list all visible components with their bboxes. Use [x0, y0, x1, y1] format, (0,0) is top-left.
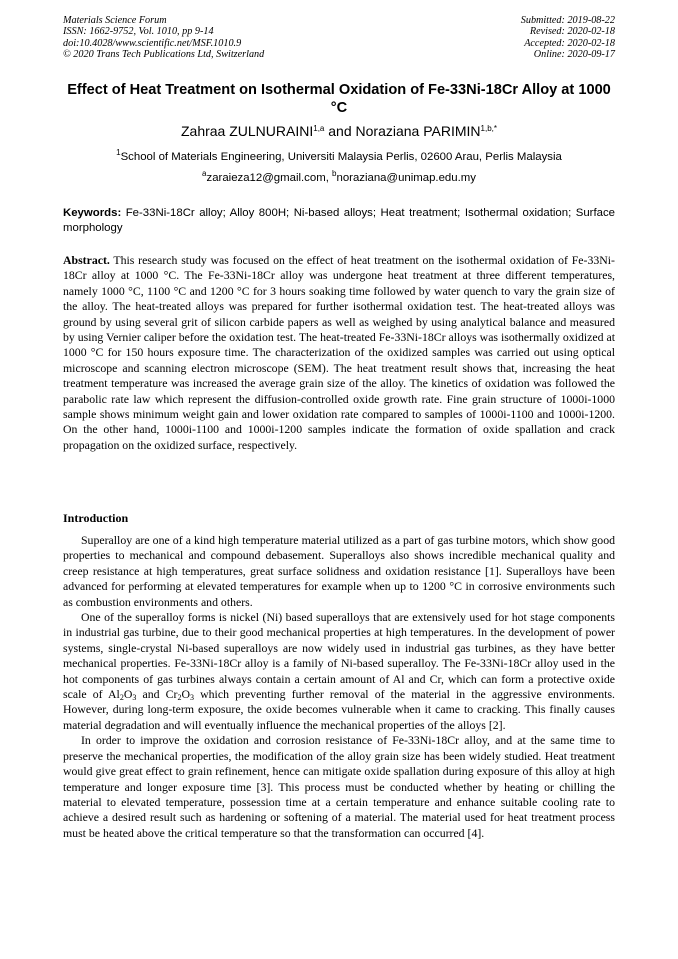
author-list — [63, 122, 615, 140]
date-online: Online: 2020-09-17 — [533, 49, 615, 61]
abstract-label: Abstract. — [63, 253, 110, 267]
author-conjunction: and — [324, 123, 356, 139]
section-heading: Introduction — [63, 511, 129, 525]
keywords — [63, 206, 615, 236]
author-affiliation-mark: 1,b,* — [480, 124, 497, 133]
paper-title: Effect of Heat Treatment on Isothermal Oxidation of Fe-33Ni-18Cr Alloy at 1000 °C — [67, 82, 611, 116]
author-name: Noraziana PARIMIN — [355, 123, 481, 139]
author-emails — [63, 171, 615, 185]
date-accepted: Accepted: 2020-02-18 — [524, 37, 615, 49]
email-link[interactable]: noraziana@unimap.edu.my — [336, 172, 476, 184]
abstract-text: This research study was focused on the effect of heat treatment on the isothermal oxidation of Fe-33Ni-18Cr alloy at 1000 °C. The Fe-33Ni-18Cr alloy was undergone heat treatment at three different temperatures, namely 1000 °C, 1100 °C and 1200 °C for 3 hours soaking time followed by water quench to vary the grain size of the alloy. The heat-treated alloys was prepared for further isothermal oxidation test. The heat-treated alloys was ground by using several grit of silicon carbide papers as well as weighed by using analytical balance and measured by using Vernier caliper before the oxidation test. The heat-treated Fe-33Ni-18Cr alloys was isothermally oxidized at 1000 °C for 150 hours exposure time. The characterization of the oxidized samples was carried out using optical microscope and scanning electron microscope (SEM). The heat treatment result shows that, increasing the heat treatment temperature was increased the average grain size of the alloy. The kinetics of oxidation was followed the parabolic rate law which represent the diffusion-controlled oxide growth rate. Fine grain structure of 1000i-1000 sample shows minimum weight gain and lower oxidation rate compared to samples of 1000i-1100 and 1000i-1200. On the other hand, 1000i-1100 and 1000i-1200 samples indicate the formation of oxide spallation and crack propagation on the oxidized surface, respectively. — [63, 253, 615, 452]
journal-doi: doi:10.4028/www.scientific.net/MSF.1010.9 — [63, 37, 242, 49]
affiliation — [63, 150, 615, 164]
paragraph: In order to improve the oxidation and corrosion resistance of Fe-33Ni-18Cr alloy, and at the same time to preserve the mechanical properties, the modification of the alloy grain size has been widely studied. Heat treatment would give great effect to grain refinement, hence can mitigate oxide spallation during exposure of this alloy at high temperature and longer exposure time [3]. This process must be conducted whether by heating or chilling the material to elevated temperature, possession time at a certain temperature and enhance suitable cooling rate to achieve a desired result such as hardening or softening of a material. The material used for heat treatment process must be heated above the critical temperature so that the transformation can occurred [4]. — [63, 733, 615, 840]
date-revised: Revised: 2020-02-18 — [529, 26, 615, 38]
paragraph: Superalloy are one of a kind high temperature material utilized as a part of gas turbine motors, which show good properties to mechanical and compound debasement. Superalloys also shows incredible mechanical quality and creep resistance at high temperatures, great surface solidness and oxidation resistance [1]. Superalloys have been advanced for performing at elevated temperatures for example when up to 1200 °C in corrosive environments such as combustion environments and others. — [63, 533, 615, 609]
publication-dates — [521, 15, 615, 61]
email-link[interactable]: zaraieza12@gmail.com, — [206, 172, 333, 184]
paragraph: One of the superalloy forms is nickel (Ni) based superalloys that are extensively used for hot stage components in industrial gas turbine, due to their good mechanical properties at high temperatures. In the development of power systems, single-crystal Ni-based superalloys are now widely used in industrial gas turbines, as they have better mechanical properties. Fe-33Ni-18Cr alloy is a family of Ni-based superalloy. The Fe-33Ni-18Cr alloy used in the hot components of gas turbines always contain a certain amount of Al and Cr, which can form a protective oxide scale of $Al_2O_3$ and $Cr_2O_3$ which preventing further removal of the material in the aggressive environments. However, during long-term exposure, the oxide becomes vulnerable when it came to cracking. This finally causes material degradation and will eventually influence the mechanical properties of the alloys [2]. — [63, 610, 615, 732]
journal-info — [63, 15, 264, 61]
introduction-body — [63, 533, 615, 841]
journal-copyright: © 2020 Trans Tech Publications Ltd, Switzerland — [63, 49, 265, 61]
email-mark: b — [332, 169, 337, 178]
author-name: Zahraa ZULNURAINI — [180, 123, 314, 139]
author-affiliation-mark: 1,a — [313, 124, 325, 133]
email-mark: a — [202, 169, 207, 178]
keywords-label: Keywords: — [63, 207, 122, 219]
journal-name: Materials Science Forum — [63, 15, 167, 26]
date-submitted: Submitted: 2019-08-22 — [520, 15, 615, 26]
abstract — [63, 253, 615, 453]
affiliation-mark: 1 — [116, 148, 121, 157]
affiliation-text: School of Materials Engineering, Universiti Malaysia Perlis, 02600 Arau, Perlis Malaysia — [120, 151, 562, 163]
journal-issn: ISSN: 1662-9752, Vol. 1010, pp 9-14 — [63, 26, 214, 38]
keywords-text: Fe-33Ni-18Cr alloy; Alloy 800H; Ni-based alloys; Heat treatment; Isothermal oxidation; Surface morphology — [63, 207, 615, 234]
